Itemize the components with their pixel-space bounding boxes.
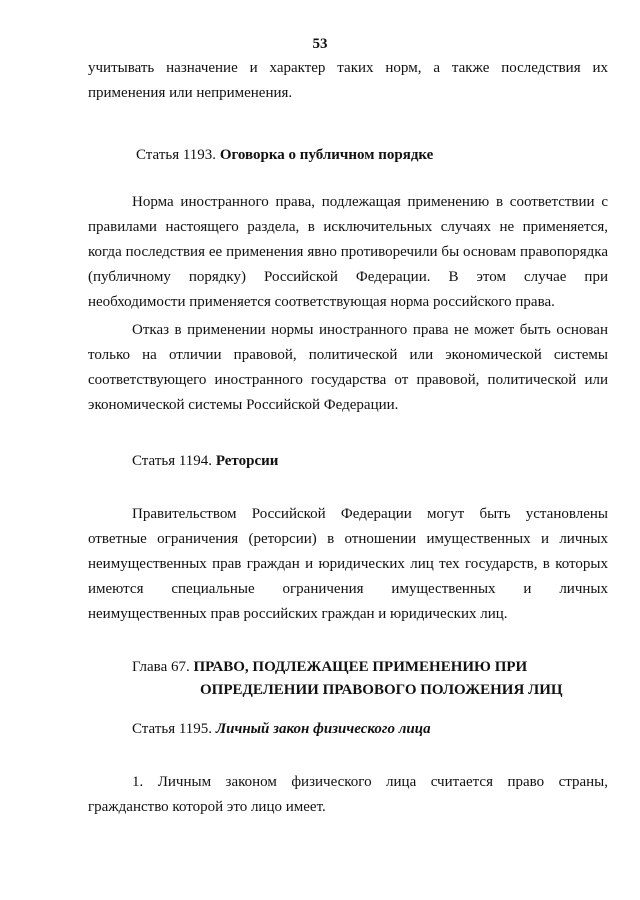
- chapter-67-label: Глава 67.: [132, 659, 190, 675]
- page-number: 53: [312, 36, 328, 52]
- article-1195-label: Статья 1195.: [132, 721, 213, 737]
- article-1193-paragraph-2: Отказ в применении нормы иностранного права не может быть основан только на отличии правовой, политической или экономической системы соответствующего иностранного государства от правовой, политической или экономической системы Российской Федерации.: [88, 322, 608, 413]
- chapter-67-title-line-2: ОПРЕДЕЛЕНИИ ПРАВОВОГО ПОЛОЖЕНИЯ ЛИЦ: [200, 682, 563, 698]
- article-1195-paragraph-1: 1. Личным законом физического лица считается право страны, гражданство которой это лицо имеет.: [88, 774, 608, 815]
- article-1194-title: Реторсии: [215, 453, 279, 469]
- article-1194-paragraph-1: Правительством Российской Федерации могут быть установлены ответные ограничения (реторсии) в отношении имущественных и личных неимущественных прав граждан и юридических лиц тех государств, в которых имеются специальные ограничения имущественных и личных неимущественных прав российских граждан и юридических лиц.: [88, 506, 608, 622]
- article-1193-label: Статья 1193.: [136, 147, 217, 163]
- article-1195-heading: [132, 718, 431, 740]
- chapter-67-heading: [132, 656, 612, 702]
- article-1195-title: Личный закон физического лица: [215, 721, 431, 737]
- article-1193-heading: [136, 144, 433, 166]
- article-1194-label: Статья 1194.: [132, 453, 213, 469]
- article-1193-title: Оговорка о публичном порядке: [219, 147, 434, 163]
- article-1194-heading: [132, 450, 278, 472]
- article-1193-paragraph-1: Норма иностранного права, подлежащая применению в соответствии с правилами настоящего раздела, в исключительных случаях не применяется, когда последствия ее применения явно противоречили бы основам правопорядка (публичному порядку) Российской Федерации. В этом случае при необходимости применяется соответствующая норма российского права.: [88, 194, 608, 310]
- chapter-67-title-line-1: ПРАВО, ПОДЛЕЖАЩЕЕ ПРИМЕНЕНИЮ ПРИ: [193, 659, 528, 675]
- continuation-paragraph: учитывать назначение и характер таких норм, а также последствия их применения или неприменения.: [88, 60, 608, 101]
